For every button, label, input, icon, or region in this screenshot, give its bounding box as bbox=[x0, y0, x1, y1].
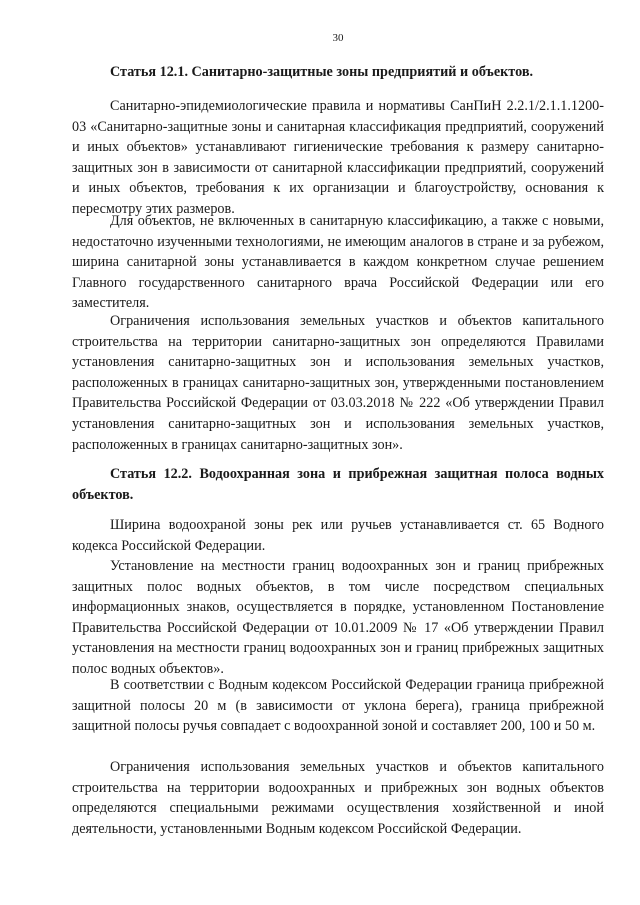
article-12-2-paragraph-3: В соответствии с Водным кодексом Российской Федерации граница прибрежной защитной полосы 20 м (в зависимости от уклона берега), граница прибрежной защитной полосы ручья совпадает с водоохранной зоной и составляет 200, 100 и 50 м. bbox=[72, 677, 604, 735]
article-12-2-heading: Статья 12.2. Водоохранная зона и прибрежная защитная полоса водных объектов. bbox=[72, 466, 604, 503]
article-12-1-paragraph-2: Для объектов, не включенных в санитарную классификацию, а также с новыми, недостаточно изученными технологиями, не имеющим аналогов в стране и за рубежом, ширина санитарной зоны устанавливается в каждом конкретном случае решением Главного государственного санитарного врача Российской Федерации или его заместителя. bbox=[72, 213, 604, 312]
page-number: 30 bbox=[332, 32, 344, 44]
article-12-2-paragraph-4: Ограничения использования земельных участков и объектов капитального строительства на территории водоохранных и прибрежных зон водных объектов определяются специальными режимами осуществления хозяйственной и иной деятельности, установленными Водным кодексом Российской Федерации. bbox=[72, 759, 604, 837]
article-12-1-paragraph-1: Санитарно-эпидемиологические правила и нормативы СанПиН 2.2.1/2.1.1.1200-03 «Санитарно-защитные зоны и санитарная классификация предприятий, сооружений и иных объектов» устанавливают гигиенические требования к размеру санитарно-защитных зон в зависимости от санитарной классификации предприятий, сооружений и иных объектов, требования к их организации и благоустройству, основания к пересмотру этих размеров. bbox=[72, 98, 604, 217]
article-12-2-paragraph-2: Установление на местности границ водоохранных зон и границ прибрежных защитных полос водных объектов, в том числе посредством специальных информационных знаков, осуществляется в порядке, установленном Постановление Правительства Российской Федерации от 10.01.2009 № 17 «Об утверждении Правил установления на местности границ водоохранных зон и границ прибрежных защитных полос водных объектов». bbox=[72, 558, 604, 677]
article-12-2-paragraph-1: Ширина водоохраной зоны рек или ручьев устанавливается ст. 65 Водного кодекса Российской Федерации. bbox=[72, 517, 604, 554]
article-12-1-heading: Статья 12.1. Санитарно-защитные зоны предприятий и объектов. bbox=[110, 64, 534, 80]
article-12-1-paragraph-3: Ограничения использования земельных участков и объектов капитального строительства на территории санитарно-защитных зон определяются Правилами установления санитарно-защитных зон и использования земельных участков, расположенных в границах санитарно-защитных зон, утвержденными постановлением Правительства Российской Федерации от 03.03.2018 № 222 «Об утверждении Правил установления санитарно-защитных зон и использования земельных участков, расположенных в границах санитарно-защитных зон». bbox=[72, 313, 604, 453]
